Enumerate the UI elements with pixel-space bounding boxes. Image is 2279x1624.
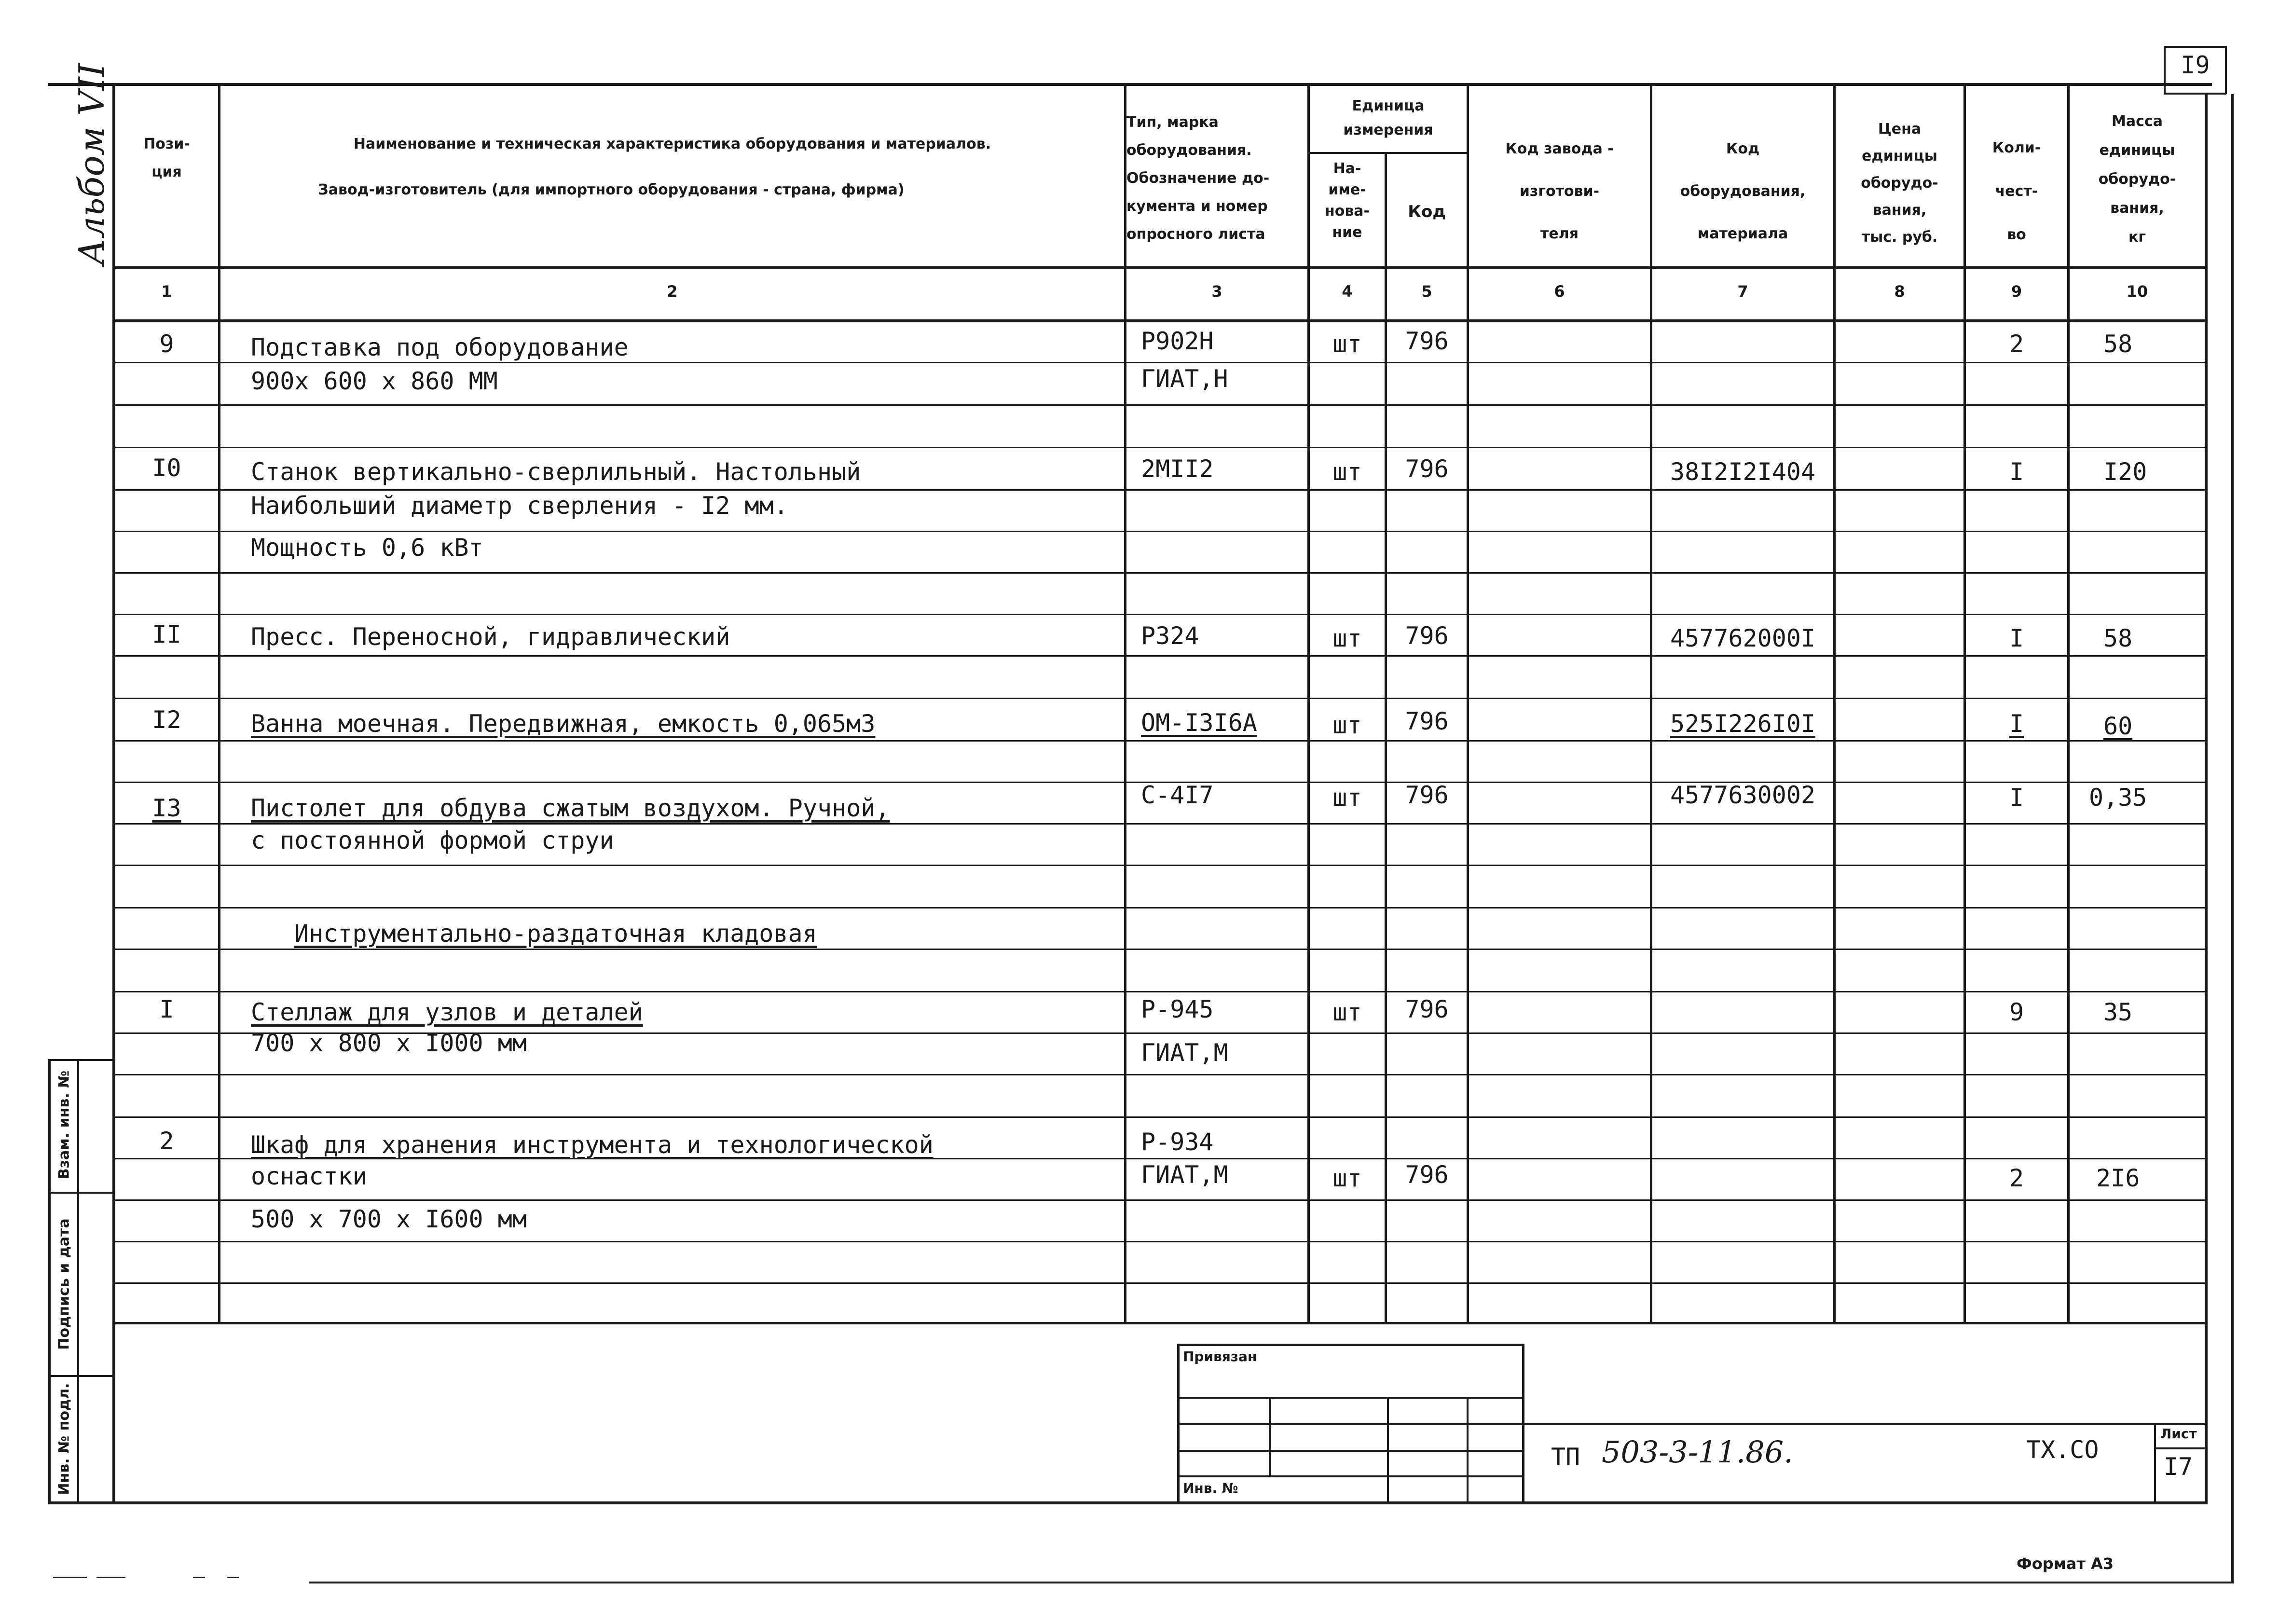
header-type: Тип, марка оборудования. Обозначение до- кумента и номер опросного листа	[1126, 114, 1270, 243]
row-line-22	[112, 1241, 2208, 1242]
row-line-3	[112, 447, 2208, 448]
row-equipment-code: 38I2I2I404	[1670, 458, 1816, 486]
row-mass: 35	[2103, 998, 2133, 1026]
row-equipment-code: 525I226I0I	[1670, 710, 1816, 738]
row-type: Р324	[1141, 622, 1199, 650]
row-line-7	[112, 614, 2208, 615]
stamp-box-top	[1177, 1344, 1524, 1346]
colnum-9: 9	[2011, 282, 2022, 301]
row-type: Р902Н	[1141, 327, 1214, 355]
doc-prefix: ТП	[1551, 1443, 1580, 1471]
colnum-1: 1	[161, 282, 172, 301]
side-stamp-sign: Подпись и дата	[55, 1218, 73, 1350]
row-name: Стеллаж для узлов и деталей	[251, 998, 643, 1026]
row-mass: 2I6	[2096, 1164, 2140, 1192]
row-name: Станок вертикально-сверлильный. Настольный	[251, 458, 861, 486]
col-line-7	[1833, 83, 1836, 1323]
section-heading: Инструментально-раздаточная кладовая	[294, 920, 817, 948]
row-name: 900х 600 х 860 ММ	[251, 367, 498, 395]
frame-top-line	[48, 83, 2212, 86]
row-mass: 58	[2103, 330, 2133, 358]
header-units-group: На- име- нова- ние	[1324, 160, 1370, 241]
row-line-14	[112, 907, 2208, 908]
stamp-row-3	[1177, 1450, 1524, 1452]
table-bottom-line	[112, 1322, 2208, 1324]
row-line-12	[112, 823, 2208, 825]
row-quantity: 2	[2009, 330, 2024, 358]
row-line-1	[112, 362, 2208, 363]
row-unit: шт	[1332, 998, 1362, 1026]
header-name-line1: Наименование и техническая характеристика оборудования и материалов.	[353, 136, 991, 152]
list-number: I7	[2164, 1453, 2193, 1481]
row-mass: I20	[2103, 458, 2147, 486]
row-name: с постоянной формой струи	[251, 826, 614, 854]
row-unit-code: 796	[1405, 327, 1449, 355]
row-name: 500 х 700 х I600 мм	[251, 1205, 527, 1233]
row-line-15	[112, 949, 2208, 950]
header-bottom-line	[112, 266, 2208, 269]
row-quantity: 2	[2009, 1164, 2024, 1192]
row-name: Пистолет для обдува сжатым воздухом. Ручной,	[251, 794, 890, 822]
col-line-1	[218, 83, 220, 1323]
side-stamp-inv: Инв. № подл.	[55, 1383, 73, 1495]
row-equipment-code: 4577630002	[1670, 781, 1816, 809]
title-block-top-line	[1524, 1423, 2208, 1425]
doc-code: ТХ.СО	[2026, 1436, 2099, 1464]
col-line-2	[1124, 83, 1126, 1323]
side-stamp-left-line	[48, 1059, 51, 1504]
format-label: Формат А3	[2017, 1555, 2114, 1573]
row-position: I0	[152, 454, 181, 482]
colnum-3: 3	[1211, 282, 1222, 301]
colnum-5: 5	[1421, 282, 1432, 301]
row-line-8	[112, 655, 2208, 657]
colnum-4: 4	[1342, 282, 1353, 301]
outer-bottom-dash-3	[193, 1577, 205, 1578]
row-unit: шт	[1332, 458, 1362, 486]
row-mass: 0,35	[2089, 784, 2147, 812]
row-line-4	[112, 489, 2208, 491]
col-line-3	[1307, 83, 1310, 1323]
row-position: I2	[152, 706, 181, 734]
outer-bottom-dash-4	[227, 1577, 239, 1578]
row-line-2	[112, 404, 2208, 406]
header-mass: Масса единицы оборудо- вания, кг	[2098, 113, 2176, 246]
colnum-bottom-line	[112, 319, 2208, 322]
row-unit: шт	[1332, 784, 1362, 812]
stamp-row-1	[1177, 1397, 1524, 1399]
row-line-13	[112, 865, 2208, 866]
header-equipment-code: Код оборудования, материала	[1680, 140, 1806, 242]
outer-bottom-line	[309, 1582, 2234, 1583]
sheet-box-right	[2225, 46, 2227, 94]
row-position: I	[159, 995, 174, 1023]
stamp-privyazan: Привязан	[1183, 1349, 1257, 1364]
colnum-2: 2	[667, 282, 678, 301]
side-stamp-vzam: Взам. инв. №	[55, 1070, 73, 1180]
row-name: оснастки	[251, 1162, 367, 1190]
row-type: ГИАТ,М	[1141, 1039, 1228, 1067]
header-units-name-group: Единица измерения	[1343, 97, 1433, 138]
row-type: С-4I7	[1141, 781, 1214, 809]
header-quantity: Коли- чест- во	[1992, 139, 2041, 243]
units-group-line	[1307, 152, 1469, 154]
row-unit-code: 796	[1405, 455, 1449, 483]
row-unit: шт	[1332, 624, 1362, 652]
row-name: 700 х 800 х I000 мм	[251, 1029, 527, 1057]
colnum-7: 7	[1737, 282, 1748, 301]
stamp-row-2	[1177, 1423, 1524, 1425]
row-position: 9	[159, 330, 174, 358]
row-name: Наибольший диаметр сверления - I2 мм.	[251, 492, 788, 520]
row-quantity: I	[2009, 624, 2024, 652]
album-label: Альбом VII	[71, 63, 112, 265]
sheet-box-top	[2164, 46, 2226, 48]
row-name: Пресс. Переносной, гидравлический	[251, 623, 730, 651]
row-line-21	[112, 1199, 2208, 1201]
outer-right-line	[2231, 94, 2234, 1583]
row-line-9	[112, 698, 2208, 699]
row-line-5	[112, 531, 2208, 532]
row-quantity: I	[2009, 458, 2024, 486]
side-stamp-inner-line	[77, 1059, 79, 1504]
row-type: Р-934	[1141, 1128, 1214, 1156]
outer-bottom-dash-1	[53, 1577, 87, 1578]
sheet-number-top: I9	[2181, 51, 2210, 79]
row-name: Подставка под оборудование	[251, 333, 629, 361]
colnum-10: 10	[2126, 282, 2148, 301]
row-unit-code: 796	[1405, 622, 1449, 650]
row-position: II	[152, 620, 181, 648]
header-name-line2: Завод-изготовитель (для импортного оборудования - страна, фирма)	[318, 181, 905, 198]
colnum-6: 6	[1554, 282, 1565, 301]
row-unit-code: 796	[1405, 781, 1449, 809]
col-line-6	[1650, 83, 1652, 1323]
sheet-box-bottom	[2164, 93, 2226, 95]
frame-bottom-line	[48, 1501, 2208, 1504]
list-box-div	[2154, 1447, 2208, 1449]
row-unit: шт	[1332, 1164, 1362, 1192]
row-line-19	[112, 1116, 2208, 1118]
row-mass: 58	[2103, 624, 2133, 652]
row-type: ГИАТ,М	[1141, 1161, 1228, 1189]
list-box-left	[2154, 1423, 2156, 1501]
row-quantity: 9	[2009, 998, 2024, 1026]
doc-number: 503-3-11.86.	[1602, 1434, 1793, 1470]
header-plant-code: Код завода - изготови- теля	[1505, 140, 1614, 242]
row-name: Шкаф для хранения инструмента и технологической	[251, 1131, 934, 1159]
row-unit: шт	[1332, 711, 1362, 739]
row-unit-code: 796	[1405, 707, 1449, 735]
row-unit-code: 796	[1405, 1161, 1449, 1189]
col-line-8	[1963, 83, 1966, 1323]
row-name: Ванна моечная. Передвижная, емкость 0,065м3	[251, 710, 876, 738]
row-position: I3	[152, 794, 181, 822]
row-unit-code: 796	[1405, 995, 1449, 1023]
outer-bottom-dash-2	[96, 1577, 125, 1578]
header-unit-code: Код	[1408, 202, 1446, 221]
list-label: Лист	[2160, 1426, 2197, 1442]
stamp-col-1	[1269, 1397, 1271, 1475]
row-quantity: I	[2009, 784, 2024, 812]
row-type: 2МII2	[1141, 455, 1214, 483]
stamp-row-4	[1177, 1475, 1524, 1477]
row-type: Р-945	[1141, 995, 1214, 1023]
row-unit: шт	[1332, 330, 1362, 358]
frame-right-line	[2205, 94, 2208, 1504]
stamp-col-2	[1387, 1397, 1389, 1503]
row-line-23	[112, 1282, 2208, 1284]
row-line-10	[112, 740, 2208, 742]
col-line-9	[2067, 83, 2070, 1323]
header-position: Пози- ция	[143, 136, 190, 180]
stamp-inv-no: Инв. №	[1183, 1480, 1238, 1496]
row-line-16	[112, 991, 2208, 992]
side-stamp-div-1	[48, 1192, 115, 1194]
row-mass: 60	[2103, 712, 2133, 740]
row-position: 2	[159, 1127, 174, 1155]
header-price: Цена единицы оборудо- вания, тыс. руб.	[1861, 121, 1938, 246]
colnum-8: 8	[1894, 282, 1905, 301]
col-line-5	[1467, 83, 1469, 1323]
stamp-col-3	[1467, 1397, 1469, 1503]
row-equipment-code: 457762000I	[1670, 624, 1816, 652]
row-type: ГИАТ,Н	[1141, 365, 1228, 393]
row-name: Мощность 0,6 кВт	[251, 534, 483, 562]
row-type: ОМ-I3I6А	[1141, 709, 1257, 737]
row-quantity: I	[2009, 710, 2024, 738]
row-line-18	[112, 1074, 2208, 1075]
row-line-6	[112, 572, 2208, 574]
